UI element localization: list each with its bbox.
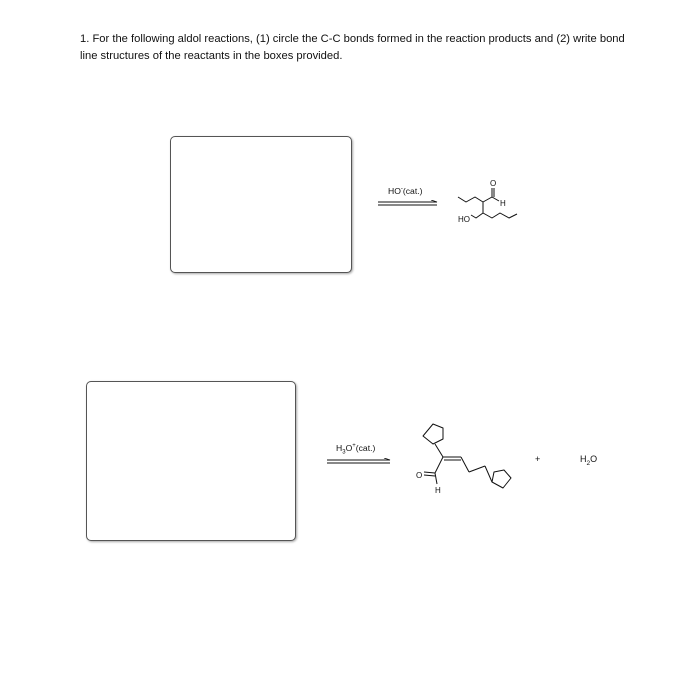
question-number: 1. — [80, 33, 90, 45]
reactant-answer-box-1[interactable] — [170, 136, 352, 273]
aldehyde-hydrogen-label: H — [500, 199, 506, 208]
question-text — [80, 31, 640, 65]
aldehyde-hydrogen-label-2: H — [435, 486, 441, 495]
carbonyl-oxygen-label-2: O — [416, 471, 423, 480]
hydroxyl-label: HO — [458, 215, 470, 224]
reaction2-condition: $H_3O^+(cat.)$ — [336, 443, 376, 456]
equilibrium-arrow-1 — [377, 200, 439, 208]
reaction1-condition: HO-(cat.) — [388, 186, 423, 196]
reactant-answer-box-2[interactable] — [86, 381, 296, 541]
question-body: For the following aldol reactions, (1) circle the C-C bonds formed in the reaction products and (2) write bond line structures of the reactants in the boxes provided. — [80, 33, 625, 62]
aldol-condensation-product-2 — [415, 420, 520, 498]
aldol-product-1 — [455, 175, 525, 231]
equilibrium-arrow-2 — [326, 458, 392, 466]
water-byproduct: $H_2O$ — [580, 454, 598, 467]
carbonyl-oxygen-label: O — [490, 179, 497, 188]
plus-sign: + — [535, 454, 541, 464]
